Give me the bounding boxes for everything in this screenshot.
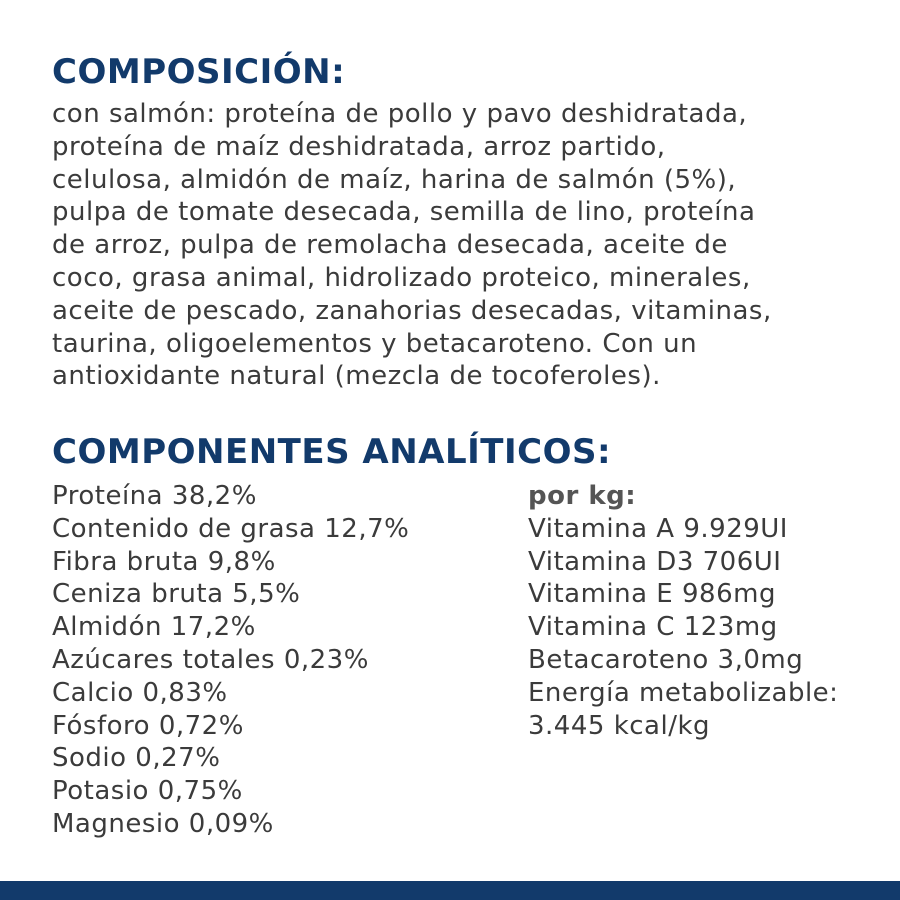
- analytics-item: Fibra bruta 9,8%: [52, 546, 276, 577]
- analytics-item: Ceniza bruta 5,5%: [52, 579, 301, 610]
- analytics-item: Contenido de grasa 12,7%: [52, 513, 410, 544]
- composition-line: antioxidante natural (mezcla de tocoferoles).: [52, 361, 661, 392]
- per-kg-list: [528, 480, 838, 742]
- analytics-list: [52, 480, 409, 841]
- analytics-item: Sodio 0,27%: [52, 743, 221, 774]
- analytics-item: Magnesio 0,09%: [52, 808, 274, 839]
- analytics-item: Azúcares totales 0,23%: [52, 644, 369, 675]
- per-kg-item: 3.445 kcal/kg: [528, 710, 711, 741]
- per-kg-item: Vitamina D3 706UI: [528, 546, 782, 577]
- per-kg-item: Betacaroteno 3,0mg: [528, 644, 804, 675]
- analytics-item: Almidón 17,2%: [52, 612, 256, 643]
- composition-line: de arroz, pulpa de remolacha desecada, aceite de: [52, 230, 728, 261]
- composition-line: proteína de maíz deshidratada, arroz partido,: [52, 131, 666, 162]
- composition-line: aceite de pescado, zanahorias desecadas, vitaminas,: [52, 295, 772, 326]
- analytics-item: Potasio 0,75%: [52, 776, 243, 807]
- per-kg-item: Energía metabolizable:: [528, 677, 839, 708]
- per-kg-item: Vitamina C 123mg: [528, 612, 778, 643]
- composition-line: pulpa de tomate desecada, semilla de lino, proteína: [52, 197, 756, 228]
- per-kg-subheading: por kg:: [528, 481, 637, 511]
- composition-line: taurina, oligoelementos y betacaroteno. Con un: [52, 328, 698, 359]
- composition-line: con salmón: proteína de pollo y pavo deshidratada,: [52, 99, 748, 129]
- analytics-item: Proteína 38,2%: [52, 481, 257, 511]
- composition-heading: COMPOSICIÓN:: [52, 52, 346, 92]
- footer-bar: [0, 881, 900, 900]
- per-kg-item: Vitamina A 9.929UI: [528, 513, 788, 544]
- analytics-heading: COMPONENTES ANALÍTICOS:: [52, 432, 612, 472]
- composition-line: coco, grasa animal, hidrolizado proteico, minerales,: [52, 262, 751, 293]
- composition-line: celulosa, almidón de maíz, harina de salmón (5%),: [52, 164, 737, 195]
- per-kg-item: Vitamina E 986mg: [528, 579, 776, 610]
- analytics-item: Fósforo 0,72%: [52, 710, 244, 741]
- composition-text: [52, 98, 882, 393]
- analytics-item: Calcio 0,83%: [52, 677, 228, 708]
